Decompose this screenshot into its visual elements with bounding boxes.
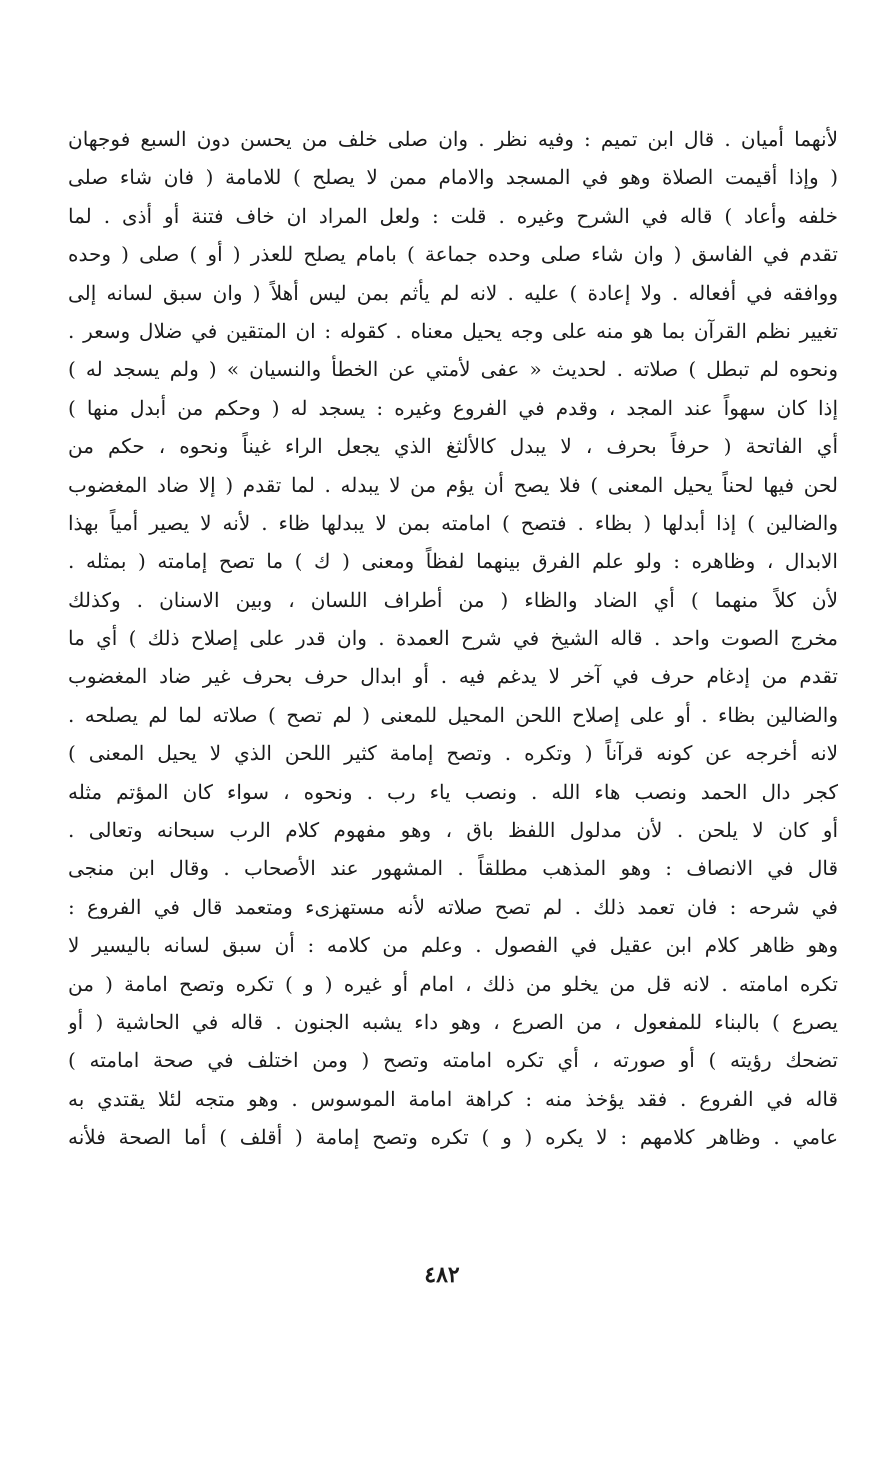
body-text <box>68 120 838 1157</box>
text-line-25: تضحك رؤيته ) أو صورته ، أي تكره امامته وتصح ( ومن اختلف في صحة امامته ) <box>68 1048 838 1073</box>
text-line-17: لانه أخرجه عن كونه قرآناً ( وتكره . وتصح إمامة كثير اللحن الذي لا يحيل المعنى ) <box>68 741 838 766</box>
text-line-12: الابدال ، وظاهره : ولو علم الفرق بينهما لفظاً ومعنى ( ك ) ما تصح إمامته ( بمثله . <box>68 549 838 574</box>
text-line-8: إذا كان سهواً عند المجد ، وقدم في الفروع وغيره : يسجد له ( وحكم من أبدل منها ) <box>68 395 838 420</box>
text-line-5: ووافقه في أفعاله . ولا إعادة ) عليه . لانه لم يأثم بمن ليس أهلاً ( وان سبق لسانه إلى <box>68 280 838 305</box>
text-line-23: تكره امامته . لانه قل من يخلو من ذلك ، امام أو غيره ( و ) تكره وتصح امامة ( من <box>68 971 838 996</box>
text-line-6: تغيير نظم القرآن بما هو منه على وجه يحيل معناه . كقوله : ان المتقين في ضلال وسعر . <box>68 318 838 343</box>
text-line-20: قال في الانصاف : وهو المذهب مطلقاً . المشهور عند الأصحاب . وقال ابن منجى <box>68 856 838 881</box>
page-number: ٤٨٢ <box>424 1262 460 1288</box>
text-line-27: عامي . وظاهر كلامهم : لا يكره ( و ) تكره وتصح إمامة ( أقلف ) أما الصحة فلأنه <box>68 1125 838 1150</box>
text-line-24: يصرع ) بالبناء للمفعول ، من الصرع ، وهو داء يشبه الجنون . قاله في الحاشية ( أو <box>68 1009 838 1034</box>
text-line-16: والضالين بظاء . أو على إصلاح اللحن المحيل للمعنى ( لم تصح ) صلاته لما لم يصلحه . <box>68 702 838 727</box>
text-line-3: خلفه وأعاد ) قاله في الشرح وغيره . قلت : ولعل المراد ان خاف فتنة أو أذى . لما <box>68 203 838 228</box>
text-line-19: أو كان لا يلحن . لأن مدلول اللفظ باق ، وهو مفهوم كلام الرب سبحانه وتعالى . <box>68 818 838 843</box>
text-line-26: قاله في الفروع . فقد يؤخذ منه : كراهة امامة الموسوس . وهو متجه لئلا يقتدي به <box>68 1086 838 1111</box>
text-line-11: والضالين ) إذا أبدلها ( بظاء . فتصح ) امامته بمن لا يبدلها ظاء . لأنه لا يصير أمياً بهذا <box>68 510 838 535</box>
text-line-4: تقدم في الفاسق ( وان شاء صلى وحده جماعة ) بامام يصلح للعذر ( أو ) صلى ( وحده <box>68 242 838 267</box>
text-line-10: لحن فيها لحناً يحيل المعنى ) فلا يصح أن يؤم من لا يبدله . لما تقدم ( إلا ضاد المغضوب <box>68 472 838 497</box>
text-line-14: مخرج الصوت واحد . قاله الشيخ في شرح العمدة . وان قدر على إصلاح ذلك ) أي ما <box>68 626 838 651</box>
text-line-22: وهو ظاهر كلام ابن عقيل في الفصول . وعلم من كلامه : أن سبق لسانه باليسير لا <box>68 933 838 958</box>
text-line-2: ( وإذا أقيمت الصلاة وهو في المسجد والامام ممن لا يصلح ) للامامة ( فان شاء صلى <box>68 165 838 190</box>
text-line-1: لأنهما أميان . قال ابن تميم : وفيه نظر . وان صلى خلف من يحسن دون السبع فوجهان <box>68 127 838 151</box>
text-line-18: كجر دال الحمد ونصب هاء الله . ونصب ياء رب . ونحوه ، سواء كان المؤتم مثله <box>68 779 838 804</box>
text-line-15: تقدم من إدغام حرف في آخر لا يدغم فيه . أو ابدال حرف بحرف غير ضاد المغضوب <box>68 664 838 689</box>
text-line-7: ونحوه لم تبطل ) صلاته . لحديث « عفى لأمتي عن الخطأ والنسيان » ( ولم يسجد له ) <box>68 357 838 382</box>
text-line-13: لأن كلاً منهما ) أي الضاد والظاء ( من أطراف اللسان ، وبين الاسنان . وكذلك <box>68 587 838 612</box>
text-line-9: أي الفاتحة ( حرفاً بحرف ، لا يبدل كالألثغ الذي يجعل الراء غيناً ونحوه ، حكم من <box>68 434 838 459</box>
text-line-21: في شرحه : فان تعمد ذلك . لم تصح صلاته لأنه مستهزىء ومتعمد قال في الفروع : <box>68 894 838 919</box>
